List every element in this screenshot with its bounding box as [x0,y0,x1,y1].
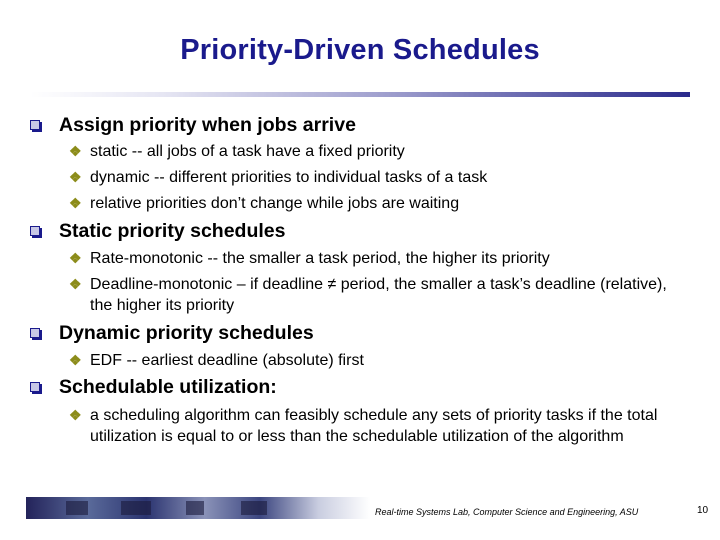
diamond-bullet-icon: ❖ [69,276,82,292]
list-item-text: a scheduling algorithm can feasibly schedule any sets of priority tasks if the total utilization is equal to or less than the schedulable utilization of the algorithm [90,407,658,445]
list-item-text: Rate-monotonic -- the smaller a task period, the higher its priority [90,250,550,267]
square-bullet-icon [30,382,40,392]
diamond-bullet-icon: ❖ [69,143,82,159]
page-number: 10 [697,505,709,516]
footer-text: Real-time Systems Lab, Computer Science and Engineering, ASU [375,507,639,517]
diamond-bullet-icon: ❖ [69,407,82,423]
slide-title: Priority-Driven Schedules [180,34,540,66]
list-item-text: Deadline-monotonic – if deadline ≠ period, the smaller a task’s deadline (relative), the higher its priority [90,276,667,314]
diamond-bullet-icon: ❖ [69,169,82,185]
square-bullet-icon [30,226,40,236]
list-item-text: EDF -- earliest deadline (absolute) first [90,352,364,369]
list-item-text: static -- all jobs of a task have a fixed priority [90,143,405,160]
diamond-bullet-icon: ❖ [69,250,82,266]
diamond-bullet-icon: ❖ [69,195,82,211]
list-item-text: dynamic -- different priorities to individual tasks of a task [90,169,488,186]
list-item-text: relative priorities don’t change while jobs are waiting [90,195,460,212]
square-bullet-icon [30,120,40,130]
section-heading-text: Assign priority when jobs arrive [59,114,356,136]
square-bullet-icon [30,328,40,338]
diamond-bullet-icon: ❖ [69,352,82,368]
section-heading-text: Static priority schedules [59,220,286,242]
footer-decorative-banner [26,497,370,519]
title-underline [30,92,690,97]
section-heading-text: Schedulable utilization: [59,376,277,398]
section-heading-text: Dynamic priority schedules [59,322,314,344]
